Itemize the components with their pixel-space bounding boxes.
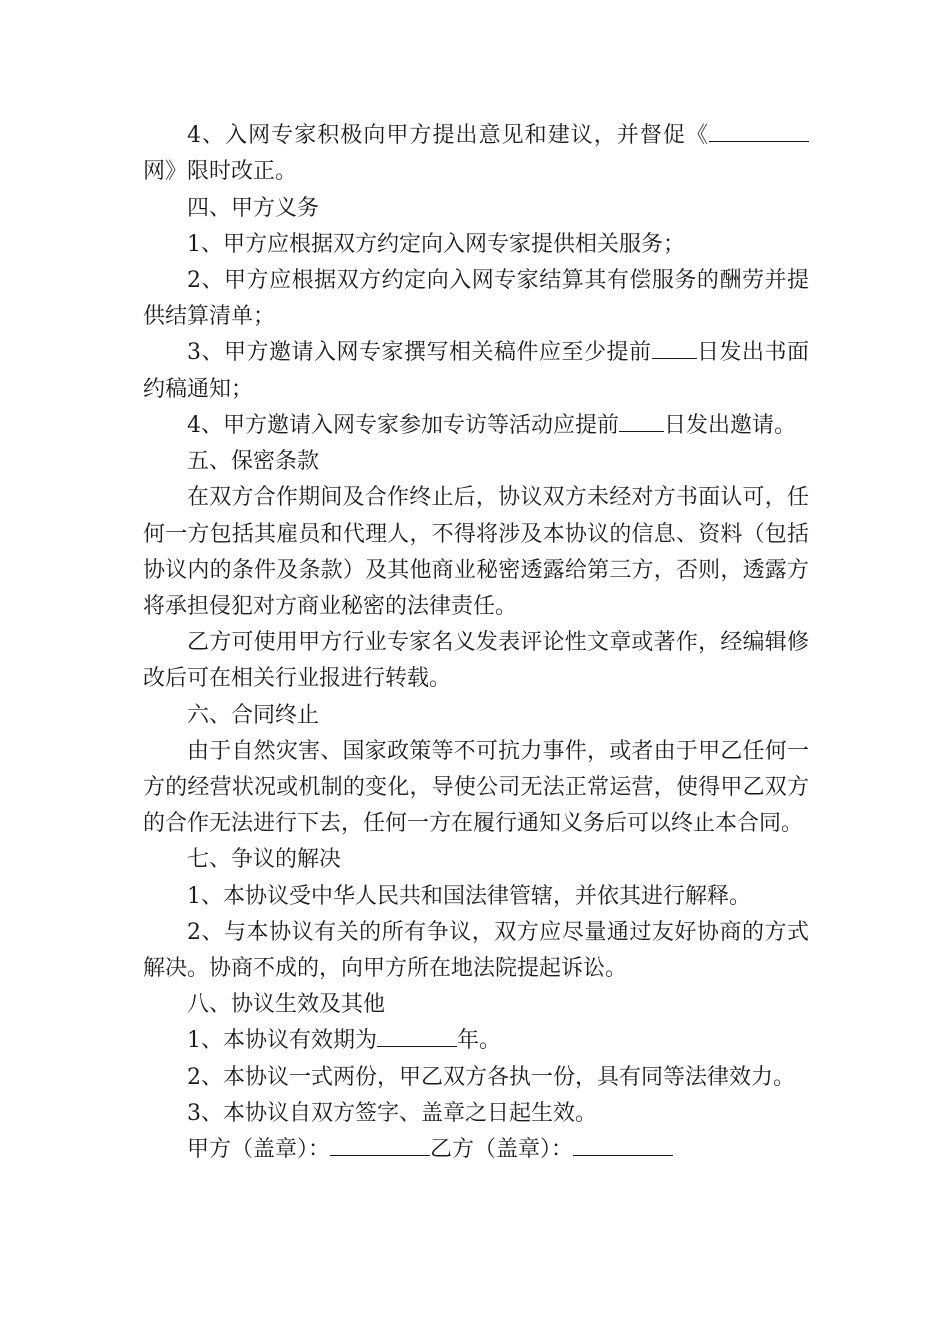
clause-3-item-4 xyxy=(143,118,809,191)
party-a-seal-field[interactable] xyxy=(330,1132,430,1156)
section-7-item-1: 1、本协议受中华人民共和国法律管辖，并依其进行解释。 xyxy=(187,883,751,909)
blank-field-validity-years[interactable] xyxy=(377,1023,457,1047)
section-5-title: 五、保密条款 xyxy=(187,449,320,475)
section-7-title: 七、争议的解决 xyxy=(187,847,342,873)
section-8-item-2: 2、本协议一式两份，甲乙双方各执一份，具有同等法律效力。 xyxy=(187,1064,795,1090)
clause-text: 年。 xyxy=(457,1028,502,1054)
section-6-title: 六、合同终止 xyxy=(187,702,320,728)
blank-field-days-writing[interactable] xyxy=(652,335,697,359)
section-4-title: 四、甲方义务 xyxy=(187,195,320,221)
signature-line xyxy=(143,1132,809,1168)
section-8-item-3: 3、本协议自双方签字、盖章之日起生效。 xyxy=(187,1100,597,1126)
party-a-seal-label: 甲方（盖章）： xyxy=(187,1137,331,1163)
section-4-item-2: 2、甲方应根据双方约定向入网专家结算其有偿服务的酬劳并提供结算清单； xyxy=(143,267,809,330)
section-7-item-2: 2、与本协议有关的所有争议，双方应尽量通过友好协商的方式解决。协商不成的，向甲方所在地法院提起诉讼。 xyxy=(143,919,809,981)
clause-text: 日发出邀请。 xyxy=(664,412,797,438)
section-6-para-1: 由于自然灾害、国家政策等不可抗力事件，或者由于甲乙任何一方的经营状况或机制的变化，导使公司无法正常运营，使得甲乙双方的合作无法进行下去，任何一方在履行通知义务后可以终止本合同。 xyxy=(143,738,809,837)
document-page xyxy=(143,118,809,1168)
section-5-para-2: 乙方可使用甲方行业专家名义发表评论性文章或著作，经编辑修改后可在相关行业报进行转载。 xyxy=(143,630,809,692)
clause-text: 4、甲方邀请入网专家参加专访等活动应提前 xyxy=(187,412,619,438)
section-5-para-1: 在双方合作期间及合作终止后，协议双方未经对方书面认可，任何一方包括其雇员和代理人，不得将涉及本协议的信息、资料（包括协议内的条件及条款）及其他商业秘密透露给第三方，否则，透露方将承担侵犯对方商业秘密的法律责任。 xyxy=(143,485,809,619)
section-4-item-3 xyxy=(143,335,809,408)
clause-text: 网》限时改正。 xyxy=(143,159,298,185)
blank-field-days-interview[interactable] xyxy=(619,408,664,432)
section-4-item-4 xyxy=(143,408,809,444)
clause-text: 日发出书面约稿通知； xyxy=(143,340,809,402)
party-b-seal-label: 乙方（盖章）： xyxy=(430,1137,574,1163)
blank-field-network-name[interactable] xyxy=(709,118,809,142)
section-8-title: 八、协议生效及其他 xyxy=(187,992,386,1018)
party-b-seal-field[interactable] xyxy=(573,1132,673,1156)
section-8-item-1 xyxy=(143,1023,809,1059)
clause-text: 1、本协议有效期为 xyxy=(187,1028,377,1054)
clause-text: 3、甲方邀请入网专家撰写相关稿件应至少提前 xyxy=(187,340,652,366)
section-4-item-1: 1、甲方应根据双方约定向入网专家提供相关服务； xyxy=(187,231,685,257)
clause-text: 4、入网专家积极向甲方提出意见和建议，并督促《 xyxy=(187,123,709,149)
